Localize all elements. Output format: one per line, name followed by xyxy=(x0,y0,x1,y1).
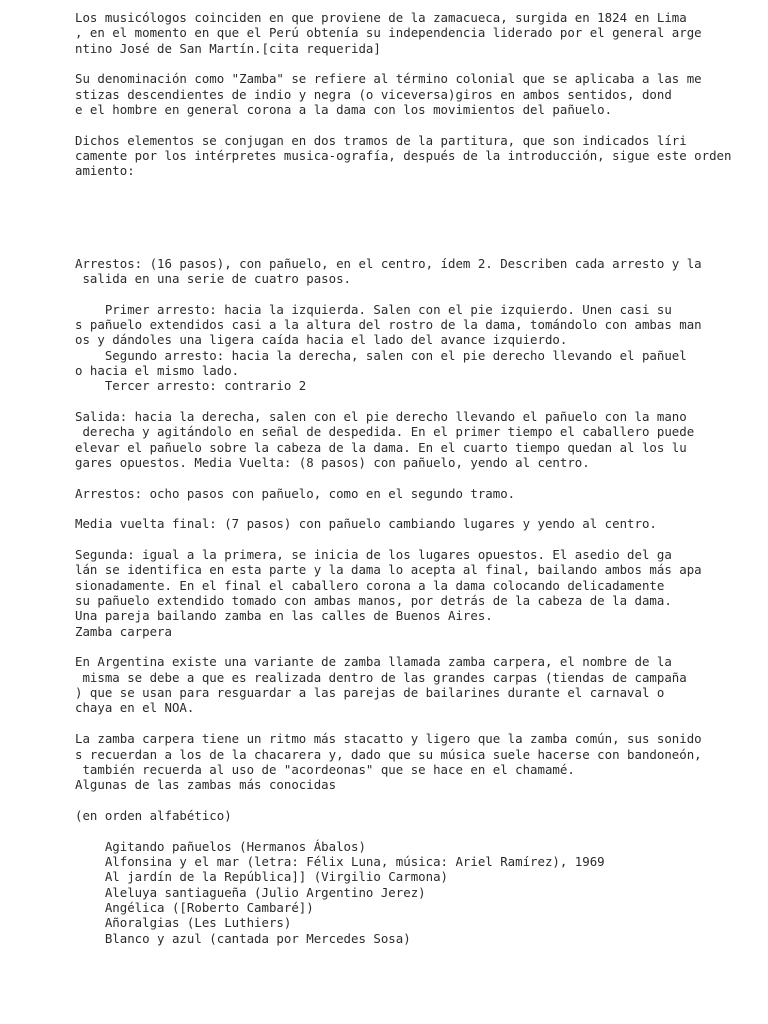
text-line: e el hombre en general corona a la dama con los movimientos del pañuelo. xyxy=(75,102,613,118)
text-line: Su denominación como "Zamba" se refiere al término colonial que se aplicaba a las me xyxy=(75,71,702,87)
text-line xyxy=(75,179,731,194)
text-line xyxy=(75,470,731,485)
text-line xyxy=(75,823,731,838)
text-line: Media vuelta final: (7 pasos) con pañuelo cambiando lugares y yendo al centro. xyxy=(75,516,657,532)
text-line: Segundo arresto: hacia la derecha, salen con el pie derecho llevando el pañuel xyxy=(75,347,687,363)
text-line: Algunas de las zambas más conocidas xyxy=(75,777,337,793)
text-line: Segunda: igual a la primera, se inicia de los lugares opuestos. El asedio del ga xyxy=(75,547,672,563)
text-line: Zamba carpera xyxy=(75,623,172,639)
text-line: ntino José de San Martín.[cita requerida] xyxy=(75,40,381,56)
text-line xyxy=(75,117,731,132)
text-line xyxy=(75,194,731,209)
text-line: Añoralgias (Les Luthiers) xyxy=(75,915,292,931)
text-line: En Argentina existe una variante de zamba llamada zamba carpera, el nombre de la xyxy=(75,654,672,670)
text-line: s pañuelo extendidos casi a la altura del rostro de la dama, tomándolo con ambas man xyxy=(75,316,702,332)
text-line: Aleluya santiagueña (Julio Argentino Jerez) xyxy=(75,884,426,900)
text-line xyxy=(75,532,731,547)
text-line: Al jardín de la República]] (Virgilio Carmona) xyxy=(75,869,448,885)
text-line: Dichos elementos se conjugan en dos tramos de la partitura, que son indicados líri xyxy=(75,132,687,148)
text-line: sionadamente. En el final el caballero corona a la dama colocando delicadamente xyxy=(75,577,665,593)
text-line: amiento: xyxy=(75,163,135,179)
text-line: lán se identifica en esta parte y la dama lo acepta al final, bailando ambos más apa xyxy=(75,562,702,578)
text-line: , en el momento en que el Perú obtenía su independencia liderado por el general arge xyxy=(75,25,702,41)
text-line: s recuerdan a los de la chacarera y, dado que su música suele hacerse con bandoneón, xyxy=(75,746,702,762)
text-line: ) que se usan para resguardar a las parejas de bailarines durante el carnaval o xyxy=(75,685,665,701)
text-line xyxy=(75,793,731,808)
text-line: (en orden alfabético) xyxy=(75,807,232,823)
text-line: Una pareja bailando zamba en las calles de Buenos Aires. xyxy=(75,608,493,624)
text-line: Primer arresto: hacia la izquierda. Salen con el pie izquierdo. Unen casi su xyxy=(75,301,672,317)
text-line: gares opuestos. Media Vuelta: (8 pasos) con pañuelo, yendo al centro. xyxy=(75,454,590,470)
text-line: os y dándoles una ligera caída hacia el lado del avance izquierdo. xyxy=(75,332,568,348)
text-line: Arrestos: ocho pasos con pañuelo, como en el segundo tramo. xyxy=(75,485,516,501)
text-line xyxy=(75,56,731,71)
text-line xyxy=(75,209,731,224)
text-line xyxy=(75,240,731,255)
text-line: Alfonsina y el mar (letra: Félix Luna, música: Ariel Ramírez), 1969 xyxy=(75,853,605,869)
document-text xyxy=(75,10,731,946)
text-line: Agitando pañuelos (Hermanos Ábalos) xyxy=(75,838,366,854)
text-line: Angélica ([Roberto Cambaré]) xyxy=(75,899,314,915)
text-line xyxy=(75,501,731,516)
text-line: Blanco y azul (cantada por Mercedes Sosa) xyxy=(75,930,411,946)
text-line xyxy=(75,286,731,301)
text-line: camente por los intérpretes musica-ografía, después de la introducción, sigue este orden xyxy=(75,148,732,164)
text-line: stizas descendientes de indio y negra (o viceversa)giros en ambos sentidos, dond xyxy=(75,86,672,102)
text-line: La zamba carpera tiene un ritmo más stacatto y ligero que la zamba común, sus sonido xyxy=(75,731,702,747)
text-line: chaya en el NOA. xyxy=(75,700,195,716)
text-line: derecha y agitándolo en señal de despedida. En el primer tiempo el caballero puede xyxy=(75,424,695,440)
text-line xyxy=(75,639,731,654)
text-line: elevar el pañuelo sobre la cabeza de la dama. En el cuarto tiempo quedan al los lu xyxy=(75,439,687,455)
text-line: Los musicólogos coinciden en que proviene de la zamacueca, surgida en 1824 en Lima xyxy=(75,10,687,25)
text-line: también recuerda al uso de "acordeonas" que se hace en el chamamé. xyxy=(75,761,575,777)
text-line: o hacia el mismo lado. xyxy=(75,362,240,378)
text-line: su pañuelo extendido tomado con ambas manos, por detrás de la cabeza de la dama. xyxy=(75,593,672,609)
text-line xyxy=(75,716,731,731)
text-line: Arrestos: (16 pasos), con pañuelo, en el centro, ídem 2. Describen cada arresto y la xyxy=(75,255,702,271)
text-line: Tercer arresto: contrario 2 xyxy=(75,378,307,394)
text-line xyxy=(75,394,731,409)
text-line: Salida: hacia la derecha, salen con el pie derecho llevando el pañuelo con la mano xyxy=(75,408,687,424)
text-line xyxy=(75,225,731,240)
text-line: misma se debe a que es realizada dentro de las grandes carpas (tiendas de campaña xyxy=(75,669,687,685)
text-line: salida en una serie de cuatro pasos. xyxy=(75,270,352,286)
